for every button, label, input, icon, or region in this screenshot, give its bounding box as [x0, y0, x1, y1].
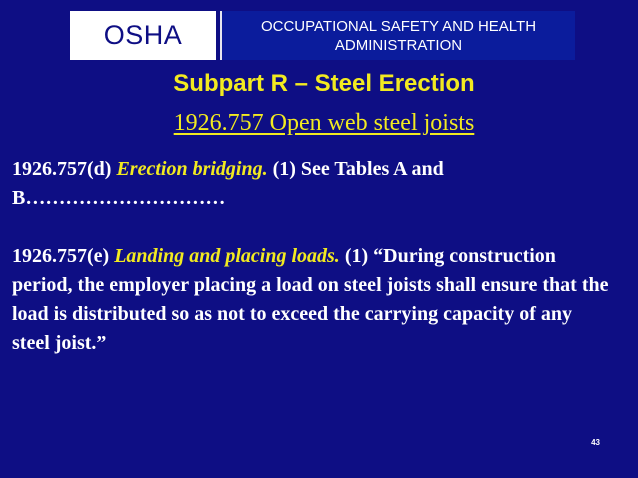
paragraph-text: (1) See Tables A and B………………………… [12, 158, 444, 209]
agency-name-box [220, 11, 575, 60]
agency-name-line-1: OCCUPATIONAL SAFETY AND HEALTH [260, 17, 537, 35]
paragraph-emphasis: Landing and placing loads. [114, 245, 340, 267]
paragraph-erection-bridging [12, 155, 612, 213]
agency-name-line-2: ADMINISTRATION [334, 36, 463, 54]
slide-body [12, 155, 612, 358]
paragraph-prefix: 1926.757(e) [12, 245, 115, 267]
osha-logo-box [70, 11, 216, 60]
paragraph-landing-loads [12, 242, 612, 358]
paragraph-text: (1) “During construction period, the employer placing a load on steel joists shall ensure that the load is distributed so as not to exceed the carrying capacity of any steel joist.” [12, 245, 609, 354]
slide-subtitle: 1926.757 Open web steel joists [173, 110, 475, 136]
osha-logo-text: OSHA [103, 20, 183, 50]
slide-title: Subpart R – Steel Erection [173, 70, 475, 97]
paragraph-prefix: 1926.757(d) [12, 158, 117, 180]
page-number: 43 [591, 438, 600, 447]
paragraph-emphasis: Erection bridging. [116, 158, 268, 180]
